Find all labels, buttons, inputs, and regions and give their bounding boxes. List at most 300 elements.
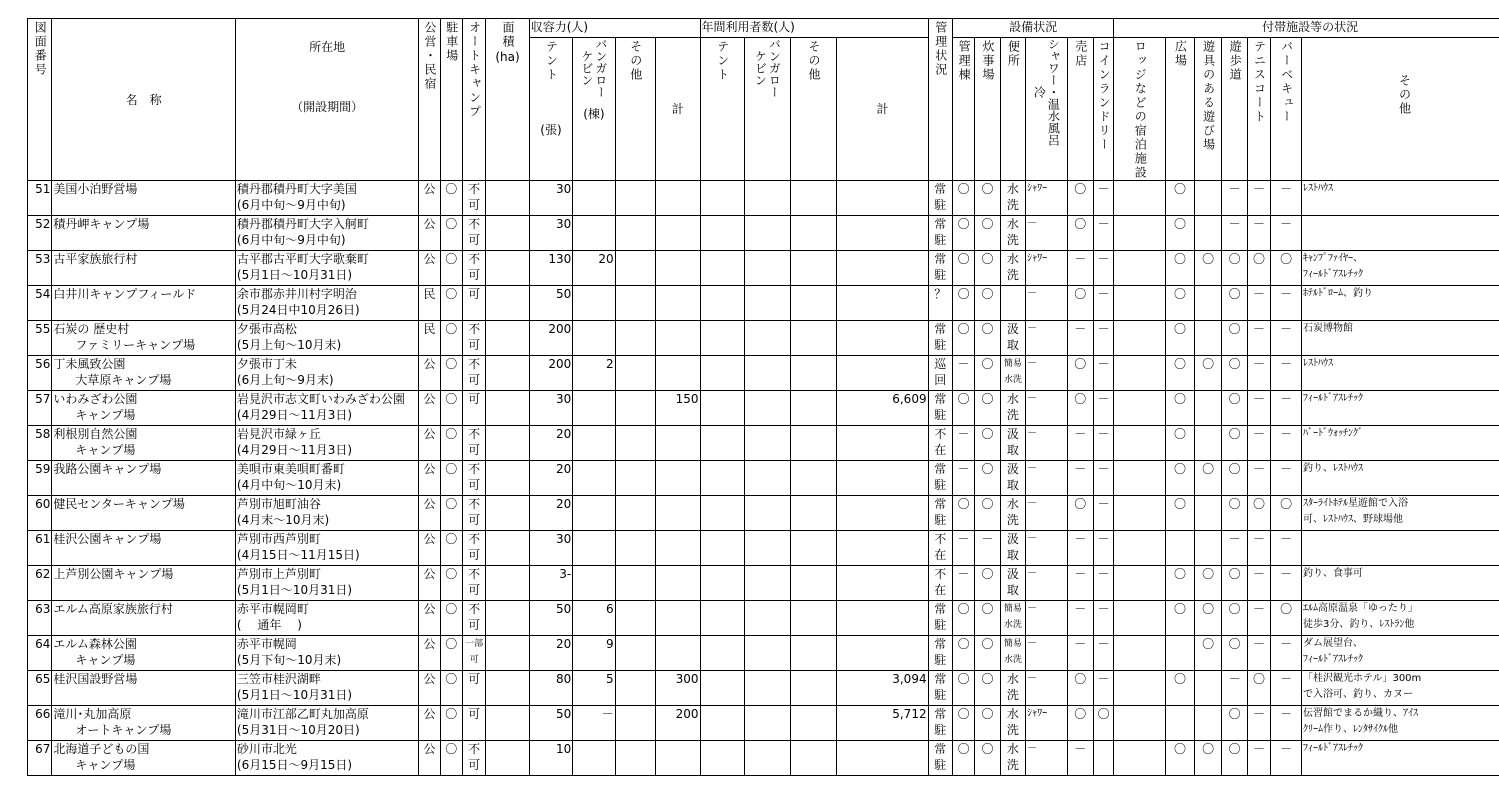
row-annual-other <box>790 356 837 391</box>
row-bungalow <box>573 321 615 356</box>
row-tent: 20 <box>529 461 572 496</box>
row-annual-other <box>790 391 837 426</box>
row-toilet: 水洗 <box>1000 706 1025 741</box>
row-misc: 釣り、ﾚｽﾄﾊｳｽ <box>1301 461 1499 496</box>
row-area <box>486 181 529 216</box>
row-toilet: 汲取 <box>1000 426 1025 461</box>
row-annual-tent <box>700 461 745 496</box>
row-shop: 〇 <box>1067 706 1094 741</box>
row-area <box>486 566 529 601</box>
row-toilet: 簡易水洗 <box>1000 356 1025 391</box>
row-misc: ダム展望台、 ﾌｨｰﾙﾄﾞｱｽﾚﾁｯｸ <box>1301 636 1499 671</box>
row-shower: － <box>1026 566 1067 601</box>
row-tennis: － <box>1247 356 1270 391</box>
row-lodge <box>1114 741 1166 776</box>
row-parking: 〇 <box>440 426 462 461</box>
row-no: 60 <box>28 496 52 531</box>
row-misc: ｽﾀｰﾗｲﾄﾎﾃﾙ星遊館で入浴 可、ﾚｽﾄﾊｳｽ、野球場他 <box>1301 496 1499 531</box>
row-lodge <box>1114 461 1166 496</box>
row-shower: － <box>1026 321 1067 356</box>
row-mgmt-bldg: 〇 <box>952 636 974 671</box>
table-row <box>28 741 1499 776</box>
row-other <box>615 566 655 601</box>
row-autocamp: 不可 <box>462 356 485 391</box>
row-shower: － <box>1026 671 1067 706</box>
row-misc: ﾎﾃﾙﾄﾞﾛｰﾑ、釣り <box>1301 286 1499 321</box>
table-row <box>28 216 1499 251</box>
row-location: 芦別市西芦別町 (4月15日～11月15日) <box>235 531 419 566</box>
row-toilet: 汲取 <box>1000 566 1025 601</box>
row-bungalow: 2 <box>573 356 615 391</box>
row-no: 66 <box>28 706 52 741</box>
row-parking: 〇 <box>440 251 462 286</box>
row-mgmt-bldg: 〇 <box>952 181 974 216</box>
row-annual-tent <box>700 671 745 706</box>
row-playground: 〇 <box>1194 741 1222 776</box>
row-total <box>655 461 700 496</box>
row-annual-tent <box>700 566 745 601</box>
row-annual-bungalow <box>745 251 791 286</box>
row-plaza: 〇 <box>1166 251 1195 286</box>
row-bbq: 〇 <box>1271 601 1302 636</box>
row-mgmt: 常駐 <box>928 391 952 426</box>
row-toilet: 簡易水洗 <box>1000 636 1025 671</box>
row-toilet: 水洗 <box>1000 741 1025 776</box>
row-annual-other <box>790 286 837 321</box>
row-tent: 3- <box>529 566 572 601</box>
row-toilet: 水洗 <box>1000 496 1025 531</box>
header-total: 計 <box>655 38 700 181</box>
row-lodge <box>1114 216 1166 251</box>
row-plaza: 〇 <box>1166 286 1195 321</box>
row-tent: 80 <box>529 671 572 706</box>
row-kitchen: 〇 <box>975 461 1000 496</box>
row-pubpriv: 公 <box>419 391 440 426</box>
table-row <box>28 531 1499 566</box>
header-shower: 冷 シャワー・温水風呂 <box>1026 38 1067 181</box>
row-annual-tent <box>700 706 745 741</box>
table-row <box>28 181 1499 216</box>
row-pubpriv: 民 <box>419 321 440 356</box>
row-autocamp: 不可 <box>462 251 485 286</box>
row-annual-other <box>790 426 837 461</box>
row-no: 54 <box>28 286 52 321</box>
row-pubpriv: 公 <box>419 356 440 391</box>
row-other <box>615 601 655 636</box>
row-misc: ﾚｽﾄﾊｳｽ <box>1301 356 1499 391</box>
campsite-table <box>27 18 1499 776</box>
header-tent: テント (張) <box>529 38 572 181</box>
row-trail: 〇 <box>1222 251 1247 286</box>
row-kitchen: － <box>975 531 1000 566</box>
row-pubpriv: 公 <box>419 251 440 286</box>
row-bungalow <box>573 531 615 566</box>
row-bbq: － <box>1271 286 1302 321</box>
row-no: 58 <box>28 426 52 461</box>
row-autocamp: 可 <box>462 391 485 426</box>
row-tennis: － <box>1247 566 1270 601</box>
row-tent: 50 <box>529 706 572 741</box>
row-location: 美唄市東美唄町番町 (4月中旬～10月末) <box>235 461 419 496</box>
row-bungalow <box>573 741 615 776</box>
row-total <box>655 531 700 566</box>
row-laundry: － <box>1094 531 1114 566</box>
row-shop: 〇 <box>1067 496 1094 531</box>
row-tennis: － <box>1247 321 1270 356</box>
row-lodge <box>1114 321 1166 356</box>
row-annual-other <box>790 251 837 286</box>
row-misc <box>1301 531 1499 566</box>
row-shop: 〇 <box>1067 286 1094 321</box>
row-area <box>486 461 529 496</box>
row-annual-total: 3,094 <box>837 671 928 706</box>
row-trail: 〇 <box>1222 496 1247 531</box>
row-annual-tent <box>700 181 745 216</box>
row-playground <box>1194 496 1222 531</box>
row-tennis: － <box>1247 426 1270 461</box>
row-shower: － <box>1026 741 1067 776</box>
table-row <box>28 636 1499 671</box>
row-tent: 30 <box>529 216 572 251</box>
row-playground <box>1194 181 1222 216</box>
row-pubpriv: 公 <box>419 741 440 776</box>
row-autocamp: 可 <box>462 671 485 706</box>
table-row <box>28 321 1499 356</box>
row-total: 200 <box>655 706 700 741</box>
row-no: 56 <box>28 356 52 391</box>
row-bungalow <box>573 426 615 461</box>
row-mgmt: 常駐 <box>928 496 952 531</box>
row-misc: ﾌｨｰﾙﾄﾞｱｽﾚﾁｯｸ <box>1301 391 1499 426</box>
row-playground: 〇 <box>1194 636 1222 671</box>
row-annual-bungalow <box>745 391 791 426</box>
row-misc: 「桂沢観光ホテル」300m で入浴可、釣り、カヌー <box>1301 671 1499 706</box>
row-kitchen: 〇 <box>975 601 1000 636</box>
row-other <box>615 286 655 321</box>
row-annual-tent <box>700 496 745 531</box>
row-kitchen: 〇 <box>975 741 1000 776</box>
row-kitchen: 〇 <box>975 566 1000 601</box>
row-pubpriv: 公 <box>419 216 440 251</box>
row-parking: 〇 <box>440 671 462 706</box>
row-tent: 10 <box>529 741 572 776</box>
row-kitchen: 〇 <box>975 286 1000 321</box>
row-annual-bungalow <box>745 216 791 251</box>
row-laundry: － <box>1094 321 1114 356</box>
row-toilet <box>1000 286 1025 321</box>
row-area <box>486 356 529 391</box>
row-other <box>615 251 655 286</box>
row-other <box>615 356 655 391</box>
row-total <box>655 251 700 286</box>
row-pubpriv: 公 <box>419 496 440 531</box>
row-mgmt: 常駐 <box>928 706 952 741</box>
row-kitchen: 〇 <box>975 636 1000 671</box>
row-kitchen: 〇 <box>975 496 1000 531</box>
row-annual-other <box>790 216 837 251</box>
header-laundry: コインランドリー <box>1094 38 1114 181</box>
row-misc: ｴﾙﾑ高原温泉「ゆったり」 徒歩3分、釣り、ﾚｽﾄﾗﾝ他 <box>1301 601 1499 636</box>
row-kitchen: 〇 <box>975 426 1000 461</box>
row-annual-tent <box>700 636 745 671</box>
row-kitchen: 〇 <box>975 671 1000 706</box>
row-laundry: － <box>1094 286 1114 321</box>
row-annual-tent <box>700 356 745 391</box>
row-tent: 200 <box>529 356 572 391</box>
row-location: 芦別市旭町油谷 (4月末～10月末) <box>235 496 419 531</box>
row-area <box>486 741 529 776</box>
row-pubpriv: 民 <box>419 286 440 321</box>
row-pubpriv: 公 <box>419 601 440 636</box>
row-tent: 130 <box>529 251 572 286</box>
row-lodge <box>1114 636 1166 671</box>
row-shop: 〇 <box>1067 216 1094 251</box>
header-capacity: 収容力(人) <box>529 19 700 38</box>
row-autocamp: 不可 <box>462 531 485 566</box>
row-bbq: － <box>1271 461 1302 496</box>
row-toilet: 汲取 <box>1000 531 1025 566</box>
row-mgmt: 常駐 <box>928 461 952 496</box>
header-shop: 売店 <box>1067 38 1094 181</box>
row-laundry: － <box>1094 566 1114 601</box>
row-mgmt: 不在 <box>928 531 952 566</box>
row-parking: 〇 <box>440 461 462 496</box>
row-no: 57 <box>28 391 52 426</box>
row-tennis: － <box>1247 706 1270 741</box>
row-plaza: 〇 <box>1166 216 1195 251</box>
row-trail: 〇 <box>1222 286 1247 321</box>
row-location: 古平郡古平町大字歌棄町 (5月1日～10月31日) <box>235 251 419 286</box>
row-plaza: 〇 <box>1166 461 1195 496</box>
row-pubpriv: 公 <box>419 531 440 566</box>
row-annual-total <box>837 531 928 566</box>
row-annual-tent <box>700 426 745 461</box>
row-misc: 釣り、食事可 <box>1301 566 1499 601</box>
row-no: 52 <box>28 216 52 251</box>
row-annual-bungalow <box>745 321 791 356</box>
row-annual-total <box>837 286 928 321</box>
row-bungalow <box>573 496 615 531</box>
row-plaza: 〇 <box>1166 391 1195 426</box>
header-playground: 遊具のある遊び場 <box>1194 38 1222 181</box>
row-area <box>486 286 529 321</box>
table-row <box>28 251 1499 286</box>
row-annual-total <box>837 356 928 391</box>
row-tennis: － <box>1247 741 1270 776</box>
row-parking: 〇 <box>440 601 462 636</box>
row-shower: ｼｬﾜｰ <box>1026 706 1067 741</box>
row-mgmt-bldg: 〇 <box>952 496 974 531</box>
header-facilities: 設備状況 <box>952 19 1113 38</box>
row-annual-total: 6,609 <box>837 391 928 426</box>
row-total <box>655 636 700 671</box>
header-no: 図面番号 <box>28 19 52 181</box>
row-misc <box>1301 216 1499 251</box>
row-shower: ｼｬﾜｰ <box>1026 181 1067 216</box>
row-shower: － <box>1026 496 1067 531</box>
row-annual-total <box>837 321 928 356</box>
row-mgmt-bldg: － <box>952 426 974 461</box>
table-row <box>28 601 1499 636</box>
row-name: 白井川キャンプフィールド <box>52 286 236 321</box>
row-name: 古平家族旅行村 <box>52 251 236 286</box>
row-tent: 30 <box>529 181 572 216</box>
header-plaza: 広場 <box>1166 38 1195 181</box>
row-annual-bungalow <box>745 531 791 566</box>
row-bbq: － <box>1271 181 1302 216</box>
row-pubpriv: 公 <box>419 181 440 216</box>
row-parking: 〇 <box>440 531 462 566</box>
row-annual-bungalow <box>745 741 791 776</box>
row-plaza: 〇 <box>1166 671 1195 706</box>
row-parking: 〇 <box>440 216 462 251</box>
row-playground: 〇 <box>1194 461 1222 496</box>
row-lodge <box>1114 496 1166 531</box>
row-no: 67 <box>28 741 52 776</box>
row-playground: 〇 <box>1194 566 1222 601</box>
row-other <box>615 426 655 461</box>
header-trail: 遊歩道 <box>1222 38 1247 181</box>
row-location: 三笠市桂沢湖畔 (5月1日～10月31日) <box>235 671 419 706</box>
row-bungalow <box>573 216 615 251</box>
row-area <box>486 531 529 566</box>
row-other <box>615 321 655 356</box>
table-row <box>28 496 1499 531</box>
header-area: 面積 (ha) <box>486 19 529 181</box>
row-annual-other <box>790 181 837 216</box>
row-pubpriv: 公 <box>419 636 440 671</box>
row-lodge <box>1114 566 1166 601</box>
row-shop: － <box>1067 251 1094 286</box>
row-kitchen: 〇 <box>975 251 1000 286</box>
row-toilet: 汲取 <box>1000 461 1025 496</box>
row-other <box>615 706 655 741</box>
row-lodge <box>1114 706 1166 741</box>
row-total: 300 <box>655 671 700 706</box>
row-shower: － <box>1026 356 1067 391</box>
header-annual-total: 計 <box>837 38 928 181</box>
row-lodge <box>1114 356 1166 391</box>
row-laundry: － <box>1094 426 1114 461</box>
row-playground <box>1194 391 1222 426</box>
row-parking: 〇 <box>440 181 462 216</box>
row-tennis: － <box>1247 636 1270 671</box>
row-mgmt-bldg: － <box>952 566 974 601</box>
row-area <box>486 426 529 461</box>
row-laundry: － <box>1094 496 1114 531</box>
row-tent: 30 <box>529 531 572 566</box>
row-bbq: － <box>1271 321 1302 356</box>
row-mgmt-bldg: 〇 <box>952 741 974 776</box>
row-tennis: － <box>1247 531 1270 566</box>
row-shop: － <box>1067 741 1094 776</box>
row-location: 滝川市江部乙町丸加高原 (5月31日～10月20日) <box>235 706 419 741</box>
row-annual-total <box>837 566 928 601</box>
row-annual-tent <box>700 286 745 321</box>
row-playground: 〇 <box>1194 356 1222 391</box>
row-annual-other <box>790 461 837 496</box>
row-annual-tent <box>700 531 745 566</box>
row-kitchen: 〇 <box>975 321 1000 356</box>
row-no: 61 <box>28 531 52 566</box>
row-annual-other <box>790 601 837 636</box>
row-bbq: － <box>1271 741 1302 776</box>
row-playground <box>1194 706 1222 741</box>
row-annual-other <box>790 321 837 356</box>
row-pubpriv: 公 <box>419 671 440 706</box>
header-bungalow: ケビン バンガロー (棟) <box>573 38 615 181</box>
row-parking: 〇 <box>440 741 462 776</box>
header-other: その他 <box>615 38 655 181</box>
row-name: エルム高原家族旅行村 <box>52 601 236 636</box>
row-trail: 〇 <box>1222 741 1247 776</box>
row-annual-bungalow <box>745 286 791 321</box>
row-bbq: － <box>1271 566 1302 601</box>
row-misc: ﾚｽﾄﾊｳｽ <box>1301 181 1499 216</box>
row-mgmt: 常駐 <box>928 216 952 251</box>
row-other <box>615 496 655 531</box>
row-annual-bungalow <box>745 566 791 601</box>
row-playground: 〇 <box>1194 601 1222 636</box>
row-total <box>655 356 700 391</box>
row-total <box>655 741 700 776</box>
row-no: 62 <box>28 566 52 601</box>
row-name: エルム森林公園 キャンプ場 <box>52 636 236 671</box>
row-laundry: － <box>1094 461 1114 496</box>
row-autocamp: 不可 <box>462 601 485 636</box>
row-plaza: 〇 <box>1166 741 1195 776</box>
row-tennis: － <box>1247 601 1270 636</box>
row-no: 53 <box>28 251 52 286</box>
row-name: 積丹岬キャンプ場 <box>52 216 236 251</box>
row-tennis: － <box>1247 286 1270 321</box>
row-parking: 〇 <box>440 391 462 426</box>
row-lodge <box>1114 181 1166 216</box>
row-name: 健民センターキャンプ場 <box>52 496 236 531</box>
row-laundry: － <box>1094 636 1114 671</box>
row-total <box>655 426 700 461</box>
row-tent: 20 <box>529 636 572 671</box>
row-tennis: 〇 <box>1247 496 1270 531</box>
row-laundry: － <box>1094 181 1114 216</box>
row-no: 59 <box>28 461 52 496</box>
row-parking: 〇 <box>440 356 462 391</box>
row-bungalow <box>573 391 615 426</box>
row-area <box>486 321 529 356</box>
row-laundry: － <box>1094 216 1114 251</box>
header-mgmt: 管理状況 <box>928 19 952 181</box>
row-location: 積丹郡積丹町大字美国 (6月中旬～9月中旬) <box>235 181 419 216</box>
table-row <box>28 461 1499 496</box>
row-annual-tent <box>700 601 745 636</box>
row-total <box>655 496 700 531</box>
row-mgmt: 常駐 <box>928 636 952 671</box>
row-playground <box>1194 216 1222 251</box>
row-location: 夕張市丁未 (6月上旬～9月末) <box>235 356 419 391</box>
row-tent: 30 <box>529 391 572 426</box>
row-annual-other <box>790 671 837 706</box>
row-mgmt-bldg: 〇 <box>952 601 974 636</box>
row-shower: ｼｬﾜｰ <box>1026 251 1067 286</box>
row-plaza <box>1166 531 1195 566</box>
row-kitchen: 〇 <box>975 216 1000 251</box>
row-bungalow: － <box>573 706 615 741</box>
row-mgmt: 巡回 <box>928 356 952 391</box>
row-mgmt-bldg: － <box>952 461 974 496</box>
row-annual-tent <box>700 216 745 251</box>
row-total <box>655 181 700 216</box>
row-plaza: 〇 <box>1166 426 1195 461</box>
